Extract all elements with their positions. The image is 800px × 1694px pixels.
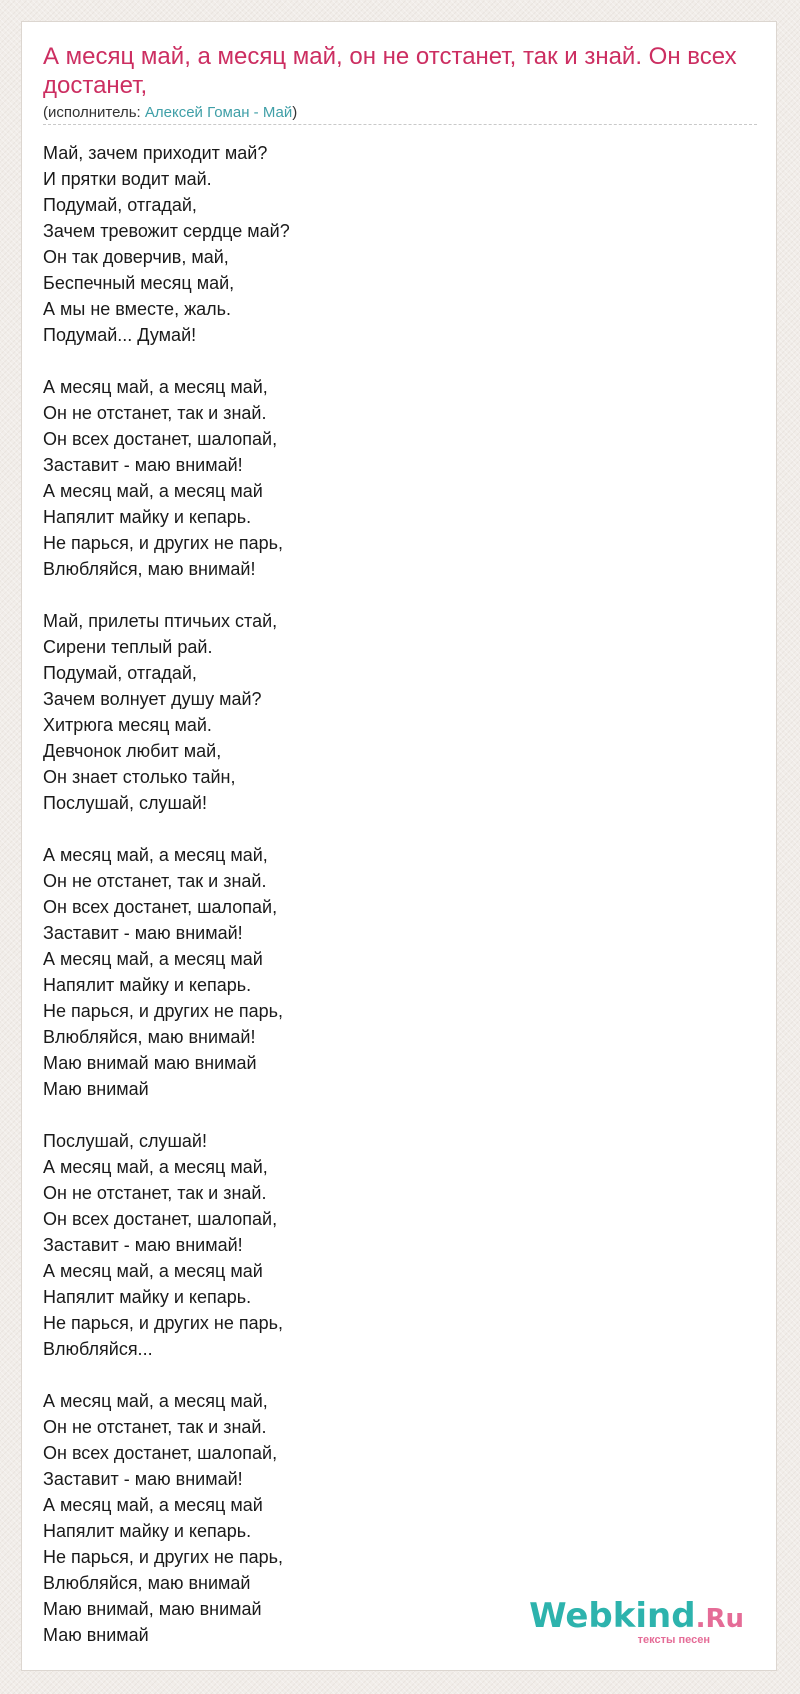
lyric-line: Маю внимай, маю внимай	[43, 1599, 262, 1619]
lyric-line: Он всех достанет, шалопай,	[43, 1443, 278, 1463]
lyrics-stanza	[43, 608, 743, 816]
lyric-line: А месяц май, а месяц май,	[43, 377, 268, 397]
lyric-line: Послушай, слушай!	[43, 793, 207, 813]
lyric-line: Подумай, отгадай,	[43, 663, 197, 683]
lyric-line: Не парься, и других не парь,	[43, 1001, 283, 1021]
lyric-line: Зачем волнует душу май?	[43, 689, 262, 709]
lyric-line: Влюбляйся, маю внимай	[43, 1573, 251, 1593]
lyric-line: Зачем тревожит сердце май?	[43, 221, 290, 241]
lyric-line: Он всех достанет, шалопай,	[43, 1209, 278, 1229]
header-divider	[43, 124, 757, 125]
lyric-line: Хитрюга месяц май.	[43, 715, 212, 735]
lyric-line: Напялит майку и кепарь.	[43, 1521, 252, 1541]
lyric-line: Сирени теплый рай.	[43, 637, 213, 657]
lyrics-stanza	[43, 374, 743, 582]
lyric-line: Не парься, и других не парь,	[43, 533, 283, 553]
lyric-line: Маю внимай	[43, 1079, 149, 1099]
lyric-line: Влюбляйся, маю внимай!	[43, 1027, 256, 1047]
lyric-line: Он знает столько тайн,	[43, 767, 236, 787]
lyric-line: Он всех достанет, шалопай,	[43, 897, 278, 917]
lyric-line: Заставит - маю внимай!	[43, 1469, 243, 1489]
lyrics-stanza	[43, 140, 743, 348]
lyric-line: Он не отстанет, так и знай.	[43, 1183, 267, 1203]
lyric-line: Влюбляйся, маю внимай!	[43, 559, 256, 579]
lyric-line: Подумай... Думай!	[43, 325, 197, 345]
logo-subtitle: тексты песен	[637, 1634, 710, 1646]
lyric-line: Напялит майку и кепарь.	[43, 975, 252, 995]
lyric-line: Влюбляйся...	[43, 1339, 153, 1359]
lyric-line: Он не отстанет, так и знай.	[43, 1417, 267, 1437]
lyric-line: Напялит майку и кепарь.	[43, 507, 252, 527]
logo-wordmark	[529, 1598, 744, 1637]
lyrics-stanza	[43, 842, 743, 1102]
meta-suffix: )	[292, 104, 298, 121]
logo-suffix: .Ru	[695, 1604, 744, 1634]
lyric-line: Май, зачем приходит май?	[43, 143, 268, 163]
lyrics-card	[21, 21, 777, 1671]
lyric-line: А месяц май, а месяц май	[43, 1495, 263, 1515]
page-title: А месяц май, а месяц май, он не отстанет, так и знай. Он всех достанет,	[43, 43, 737, 99]
lyric-line: Девчонок любит май,	[43, 741, 222, 761]
lyric-line: Он так доверчив, май,	[43, 247, 229, 267]
lyric-line: Заставит - маю внимай!	[43, 455, 243, 475]
lyric-line: А мы не вместе, жаль.	[43, 299, 232, 319]
lyric-line: А месяц май, а месяц май	[43, 949, 263, 969]
artist-meta	[43, 104, 297, 122]
lyric-line: Не парься, и других не парь,	[43, 1547, 283, 1567]
lyric-line: Май, прилеты птичьих стай,	[43, 611, 278, 631]
lyric-line: И прятки водит май.	[43, 169, 212, 189]
lyric-line: А месяц май, а месяц май	[43, 481, 263, 501]
lyric-line: Беспечный месяц май,	[43, 273, 235, 293]
lyric-line: Он не отстанет, так и знай.	[43, 871, 267, 891]
lyric-line: Послушай, слушай!	[43, 1131, 207, 1151]
lyric-line: Напялит майку и кепарь.	[43, 1287, 252, 1307]
lyric-line: Маю внимай маю внимай	[43, 1053, 257, 1073]
lyric-line: Подумай, отгадай,	[43, 195, 197, 215]
lyric-line: А месяц май, а месяц май,	[43, 1391, 268, 1411]
lyric-line: Он не отстанет, так и знай.	[43, 403, 267, 423]
logo-main-text: Webkind	[529, 1596, 696, 1636]
lyric-line: Он всех достанет, шалопай,	[43, 429, 278, 449]
lyric-line: Заставит - маю внимай!	[43, 1235, 243, 1255]
lyric-line: Маю внимай	[43, 1625, 149, 1645]
lyric-line: А месяц май, а месяц май,	[43, 845, 268, 865]
artist-link[interactable]: Алексей Гоман - Май	[144, 104, 293, 121]
webkind-logo[interactable]	[529, 1598, 744, 1646]
lyric-line: Заставит - маю внимай!	[43, 923, 243, 943]
lyrics-body	[43, 140, 743, 1674]
lyric-line: А месяц май, а месяц май,	[43, 1157, 268, 1177]
lyric-line: А месяц май, а месяц май	[43, 1261, 263, 1281]
lyrics-stanza	[43, 1128, 743, 1362]
lyric-line: Не парься, и других не парь,	[43, 1313, 283, 1333]
meta-prefix: (исполнитель:	[43, 104, 145, 121]
